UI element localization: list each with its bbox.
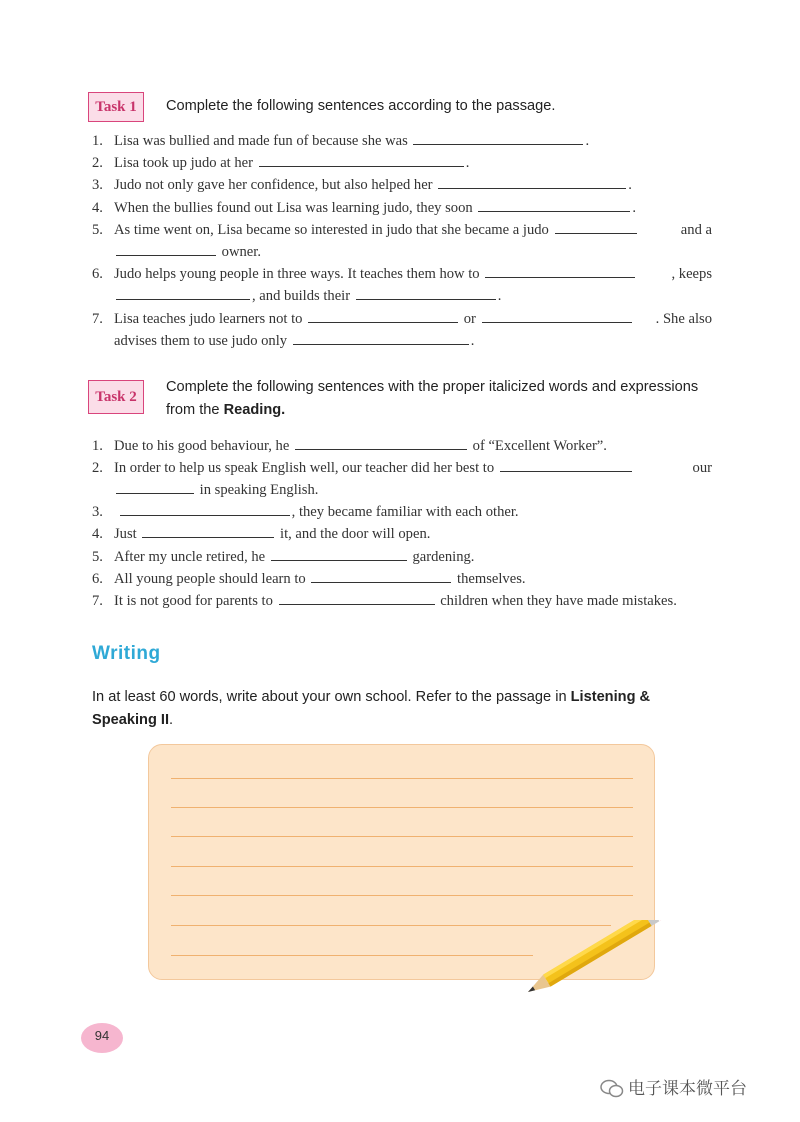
writing-line <box>171 778 633 779</box>
answer-blank[interactable] <box>413 130 583 145</box>
item-text: , and builds their <box>252 288 351 304</box>
item-text: and a <box>680 222 712 238</box>
task1-item-6-cont <box>114 285 501 307</box>
task1-item-1 <box>92 130 712 152</box>
task2-item-4 <box>92 523 712 545</box>
writing-line <box>171 836 633 837</box>
item-text: . <box>497 288 502 304</box>
item-text: . <box>628 177 632 193</box>
pencil-icon <box>520 920 675 1000</box>
answer-blank[interactable] <box>555 219 637 234</box>
item-text: of “Excellent Worker”. <box>472 438 607 454</box>
task2-badge: Task 2 <box>88 380 144 414</box>
wechat-icon <box>600 1079 624 1099</box>
task1-item-2 <box>92 152 712 174</box>
task2-instruction-line2: from the Reading. <box>166 402 286 418</box>
listening-ref: Listening & <box>570 689 651 705</box>
writing-line <box>171 866 633 867</box>
item-text: When the bullies found out Lisa was learning judo, they soon <box>114 200 473 216</box>
item-number: 3. <box>92 177 103 193</box>
item-number: 3. <box>92 504 103 520</box>
item-text: children when they have made mistakes. <box>440 593 677 609</box>
page-number: 94 <box>81 1023 123 1053</box>
task1-item-6 <box>92 263 712 285</box>
task1-item-5 <box>92 219 712 241</box>
speaking-ref: Speaking II <box>92 712 170 728</box>
item-text: After my uncle retired, he <box>114 549 266 565</box>
item-text: . She also <box>655 311 712 327</box>
item-text: our <box>692 460 712 476</box>
answer-blank[interactable] <box>485 263 635 278</box>
item-text: , keeps <box>671 266 712 282</box>
reading-ref: Reading. <box>223 402 286 418</box>
task1-badge: Task 1 <box>88 92 144 122</box>
answer-blank[interactable] <box>482 308 632 323</box>
item-number: 6. <box>92 571 103 587</box>
item-text: owner. <box>221 244 261 260</box>
item-text: Judo not only gave her confidence, but also helped her <box>114 177 433 193</box>
writing-line <box>171 895 633 896</box>
answer-blank[interactable] <box>500 457 632 472</box>
item-text: Just <box>114 526 137 542</box>
item-number: 5. <box>92 549 103 565</box>
item-text: . <box>470 333 475 349</box>
task1-item-7-cont <box>114 330 474 352</box>
task2-item-1 <box>92 435 712 457</box>
answer-blank[interactable] <box>259 152 464 167</box>
task2-item-6 <box>92 568 712 590</box>
answer-blank[interactable] <box>311 568 451 583</box>
task2-instruction-line1: Complete the following sentences with the proper italicized words and expressions <box>166 379 699 395</box>
watermark-text: 电子课本微平台 <box>628 1079 747 1099</box>
task2-instruction <box>166 376 698 422</box>
item-text: Lisa was bullied and made fun of because she was <box>114 133 408 149</box>
item-text: . <box>632 200 637 216</box>
item-text: Lisa teaches judo learners not to <box>114 311 303 327</box>
item-text: advises them to use judo only <box>114 333 288 349</box>
item-number: 1. <box>92 133 103 149</box>
answer-blank[interactable] <box>478 197 630 212</box>
item-number: 7. <box>92 311 103 327</box>
item-text: or <box>463 311 476 327</box>
item-number: 5. <box>92 222 103 238</box>
answer-blank[interactable] <box>308 308 458 323</box>
item-text: As time went on, Lisa became so interested in judo that she became a judo <box>114 222 549 238</box>
task2-item-2-cont <box>114 479 318 501</box>
item-number: 2. <box>92 155 103 171</box>
item-number: 4. <box>92 526 103 542</box>
writing-line <box>171 807 633 808</box>
item-text: . <box>465 155 470 171</box>
answer-blank[interactable] <box>116 285 250 300</box>
item-text: , they became familiar with each other. <box>291 504 519 520</box>
task1-instruction: Complete the following sentences according to the passage. <box>166 98 556 114</box>
writing-title: Writing <box>92 643 161 664</box>
item-text: it, and the door will open. <box>280 526 431 542</box>
item-text: In order to help us speak English well, our teacher did her best to <box>114 460 495 476</box>
task2-item-7 <box>92 590 712 612</box>
answer-blank[interactable] <box>279 590 435 605</box>
item-text: Due to his good behaviour, he <box>114 438 290 454</box>
task1-item-7 <box>92 308 712 330</box>
task1-item-3 <box>92 174 712 196</box>
task2-item-2 <box>92 457 712 479</box>
answer-blank[interactable] <box>293 330 469 345</box>
answer-blank[interactable] <box>116 241 216 256</box>
item-number: 7. <box>92 593 103 609</box>
answer-blank[interactable] <box>438 174 626 189</box>
item-number: 1. <box>92 438 103 454</box>
task2-item-3 <box>92 501 712 523</box>
watermark <box>600 1074 747 1099</box>
item-text: Lisa took up judo at her <box>114 155 254 171</box>
answer-blank[interactable] <box>142 523 274 538</box>
item-text: . <box>585 133 590 149</box>
item-text: All young people should learn to <box>114 571 306 587</box>
item-text: Judo helps young people in three ways. It teaches them how to <box>114 266 480 282</box>
answer-blank[interactable] <box>120 501 290 516</box>
task1-item-4 <box>92 197 712 219</box>
item-text: It is not good for parents to <box>114 593 273 609</box>
answer-blank[interactable] <box>116 479 194 494</box>
item-text: gardening. <box>412 549 475 565</box>
item-text: in speaking English. <box>199 482 319 498</box>
task1-item-5-cont <box>114 241 261 263</box>
answer-blank[interactable] <box>295 435 467 450</box>
answer-blank[interactable] <box>271 546 407 561</box>
item-number: 2. <box>92 460 103 476</box>
item-number: 6. <box>92 266 103 282</box>
task2-item-5 <box>92 546 712 568</box>
answer-blank[interactable] <box>356 285 496 300</box>
item-number: 4. <box>92 200 103 216</box>
writing-instruction: In at least 60 words, write about your own school. Refer to the passage in Listening & Speaking II. <box>92 689 651 728</box>
item-text: themselves. <box>457 571 526 587</box>
writing-line <box>171 955 533 956</box>
